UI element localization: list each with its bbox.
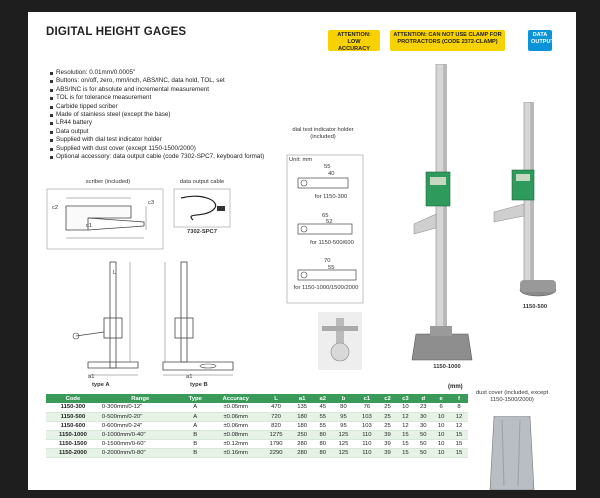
table-cell: A [181, 421, 210, 430]
feature-item: Carbide tipped scriber [50, 103, 285, 111]
table-cell: 1150-600 [46, 421, 100, 430]
dim-55a-label: 55 [324, 164, 331, 170]
column-header-l: L [262, 394, 291, 403]
table-cell: 10 [396, 403, 414, 412]
type-a-diagram [46, 258, 146, 380]
table-cell: 80 [332, 403, 355, 412]
dim-65-label: 65 [322, 213, 329, 219]
for-1000-label: for 1150-1000/1500/2000 [293, 285, 359, 291]
table-cell: 125 [332, 430, 355, 439]
table-cell: 23 [414, 403, 432, 412]
table-cell: 110 [355, 448, 378, 457]
table-row [46, 403, 468, 412]
table-row [46, 439, 468, 448]
table-cell: 2290 [262, 448, 291, 457]
scriber-diagram [46, 188, 164, 250]
table-cell: 10 [432, 448, 450, 457]
table-cell: 0-1000mm/0-40" [100, 430, 181, 439]
table-cell: 110 [355, 439, 378, 448]
table-cell: ±0.16mm [210, 448, 262, 457]
low-accuracy-badge: ATTENTION: LOW ACCURACY [328, 30, 380, 51]
table-cell: 6 [432, 403, 450, 412]
data-output-badge: DATA OUTPUT [528, 30, 552, 51]
table-cell: 45 [314, 403, 332, 412]
table-cell: 30 [414, 421, 432, 430]
table-cell: 470 [262, 403, 291, 412]
table-cell: ±0.08mm [210, 430, 262, 439]
dim-70-label: 70 [324, 258, 331, 264]
table-cell: 50 [414, 439, 432, 448]
unit-label: Unit: mm [289, 157, 313, 163]
table-cell: A [181, 403, 210, 412]
table-cell: 50 [414, 430, 432, 439]
scriber-c2-label: c2 [52, 205, 59, 211]
table-cell: 15 [450, 439, 468, 448]
table-row [46, 421, 468, 430]
table-cell: 103 [355, 412, 378, 421]
table-cell: A [181, 412, 210, 421]
column-header-d: d [414, 394, 432, 403]
table-cell: 135 [290, 403, 313, 412]
table-cell: 15 [450, 448, 468, 457]
table-cell: 1150-2000 [46, 448, 100, 457]
table-cell: 39 [379, 430, 397, 439]
table-cell: 1150-1000 [46, 430, 100, 439]
table-cell: 180 [290, 412, 313, 421]
column-header-f: f [450, 394, 468, 403]
table-cell: ±0.06mm [210, 412, 262, 421]
table-cell: B [181, 430, 210, 439]
table-cell: 1275 [262, 430, 291, 439]
column-header-type: Type [181, 394, 210, 403]
column-header-b: b [332, 394, 355, 403]
table-cell: 10 [432, 421, 450, 430]
indicator-holder-photo [318, 312, 362, 370]
table-cell: ±0.12mm [210, 439, 262, 448]
catalog-page [28, 12, 576, 490]
table-cell: 1150-300 [46, 403, 100, 412]
table-row [46, 412, 468, 421]
cable-label: data output cable [179, 179, 225, 185]
table-cell: 280 [290, 448, 313, 457]
table-cell: 80 [314, 439, 332, 448]
table-cell: 180 [290, 421, 313, 430]
table-cell: 25 [379, 421, 397, 430]
type-b-a1-label: a1 [186, 374, 193, 380]
table-cell: 80 [314, 448, 332, 457]
table-cell: ±0.05mm [210, 403, 262, 412]
dim-40-label: 40 [328, 171, 335, 177]
table-cell: 30 [414, 412, 432, 421]
table-cell: 50 [414, 448, 432, 457]
unit-mm-label: (mm) [448, 384, 463, 390]
table-cell: 15 [396, 448, 414, 457]
table-row [46, 430, 468, 439]
scriber-label: scriber (included) [85, 179, 131, 185]
table-cell: 0-1500mm/0-60" [100, 439, 181, 448]
dial-holder-diagram [286, 154, 364, 304]
table-cell: 80 [314, 430, 332, 439]
for-300-label: for 1150-300 [314, 194, 348, 200]
spec-table-body [46, 403, 468, 457]
table-cell: 1790 [262, 439, 291, 448]
table-cell: 39 [379, 448, 397, 457]
feature-item: ABS/INC is for absolute and incremental measurement [50, 86, 285, 94]
feature-item: Data output [50, 128, 285, 136]
table-cell: 12 [450, 421, 468, 430]
table-cell: 0-500mm/0-20" [100, 412, 181, 421]
feature-item: TOL is for tolerance measurement [50, 94, 285, 102]
column-header-a1: a1 [290, 394, 313, 403]
spec-table [46, 394, 468, 458]
table-cell: 110 [355, 430, 378, 439]
feature-item: Supplied with dial test indicator holder [50, 136, 285, 144]
type-b-label: type B [190, 382, 208, 388]
height-gage-500-image [480, 102, 556, 302]
height-gage-1000-image [408, 64, 478, 364]
dust-cover-label: dust cover (included, except 1150-1500/2000) [475, 390, 549, 403]
no-clamp-badge: ATTENTION: CAN NOT USE CLAMP FOR PROTRACTORS (CODE 2372-CLAMP) [390, 30, 505, 51]
table-cell: 280 [290, 439, 313, 448]
table-cell: 39 [379, 439, 397, 448]
table-cell: B [181, 439, 210, 448]
feature-item: Supplied with dust cover (except 1150-1500/2000) [50, 145, 285, 153]
table-cell: 1150-1500 [46, 439, 100, 448]
feature-item: LR44 battery [50, 119, 285, 127]
table-cell: 12 [396, 412, 414, 421]
table-cell: 15 [450, 430, 468, 439]
table-cell: 820 [262, 421, 291, 430]
column-header-accuracy: Accuracy [210, 394, 262, 403]
table-cell: ±0.06mm [210, 421, 262, 430]
column-header-c3: c3 [396, 394, 414, 403]
table-cell: 0-600mm/0-24" [100, 421, 181, 430]
table-cell: B [181, 448, 210, 457]
table-cell: 103 [355, 421, 378, 430]
scriber-c3-label: c3 [148, 200, 155, 206]
column-header-code: Code [46, 394, 100, 403]
table-cell: 25 [379, 412, 397, 421]
type-a-a1-label: a1 [88, 374, 95, 380]
table-cell: 250 [290, 430, 313, 439]
column-header-c2: c2 [379, 394, 397, 403]
scriber-c1-label: c1 [86, 223, 93, 229]
table-cell: 25 [379, 403, 397, 412]
dim-55b-label: 55 [328, 265, 335, 271]
table-row [46, 448, 468, 457]
model-500-label: 1150-500 [522, 304, 548, 310]
table-cell: 0-300mm/0-12" [100, 403, 181, 412]
column-header-range: Range [100, 394, 181, 403]
cable-code-label: 7302-SPC7 [187, 229, 217, 235]
feature-item: Buttons: on/off, zero, mm/inch, ABS/INC, data hold, TOL, set [50, 77, 285, 85]
dust-cover-image [484, 416, 540, 490]
feature-item: Resolution: 0.01mm/0.0005" [50, 69, 285, 77]
table-cell: 720 [262, 412, 291, 421]
table-cell: 125 [332, 439, 355, 448]
table-cell: 76 [355, 403, 378, 412]
feature-item: Optional accessory: data output cable (code 7302-SPC7, keyboard format) [50, 153, 285, 161]
table-cell: 15 [396, 439, 414, 448]
table-cell: 1150-500 [46, 412, 100, 421]
spec-table-header [46, 394, 468, 403]
table-cell: 12 [450, 412, 468, 421]
feature-item: Made of stainless steel (except the base) [50, 111, 285, 119]
table-cell: 95 [332, 421, 355, 430]
model-1000-label: 1150-1000 [433, 364, 461, 370]
type-a-label: type A [92, 382, 110, 388]
dial-holder-label: dial test indicator holder (included) [292, 127, 354, 140]
table-cell: 0-2000mm/0-80" [100, 448, 181, 457]
table-cell: 10 [432, 439, 450, 448]
table-cell: 10 [432, 430, 450, 439]
for-500-label: for 1150-500/600 [310, 240, 354, 246]
feature-list [50, 69, 285, 161]
table-cell: 55 [314, 412, 332, 421]
column-header-a2: a2 [314, 394, 332, 403]
column-header-e: e [432, 394, 450, 403]
table-cell: 125 [332, 448, 355, 457]
table-cell: 95 [332, 412, 355, 421]
page-title: DIGITAL HEIGHT GAGES [46, 26, 187, 38]
table-cell: 12 [396, 421, 414, 430]
type-a-l-label: L [113, 270, 117, 276]
cable-diagram [173, 188, 231, 228]
column-header-c1: c1 [355, 394, 378, 403]
table-cell: 10 [432, 412, 450, 421]
table-cell: 15 [396, 430, 414, 439]
dim-52-label: 52 [326, 219, 333, 225]
type-b-diagram [153, 258, 248, 380]
table-cell: 8 [450, 403, 468, 412]
table-cell: 55 [314, 421, 332, 430]
